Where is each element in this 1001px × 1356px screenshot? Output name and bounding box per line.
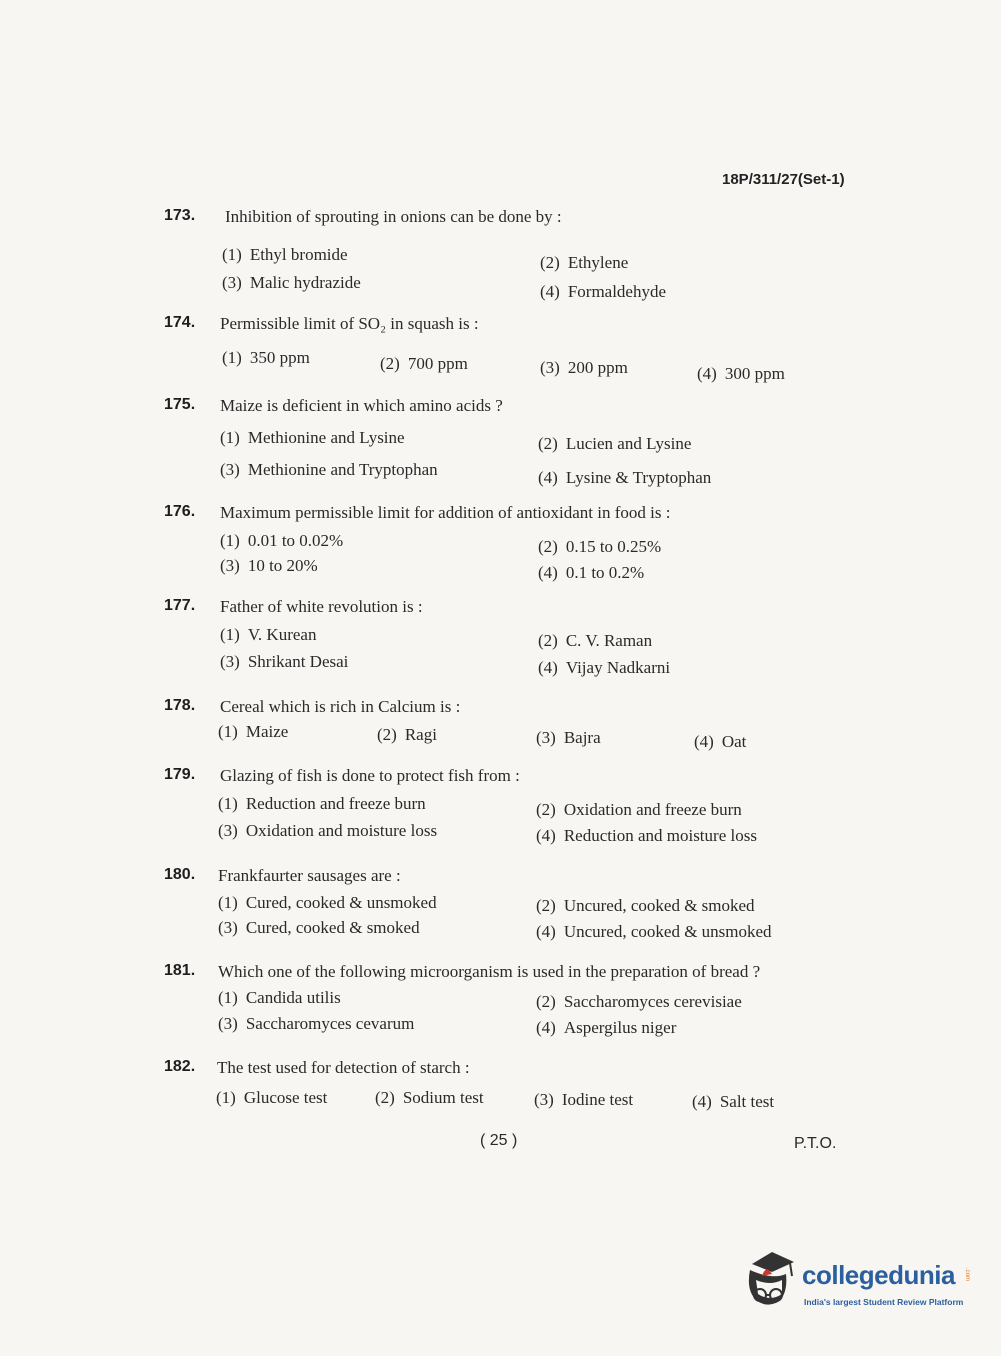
question-number: 180. xyxy=(164,866,196,883)
option-3: (3) Saccharomyces cevarum xyxy=(218,1014,415,1033)
question-text: Maximum permissible limit for addition of antioxidant in food is : xyxy=(220,503,671,522)
question-number: 174. xyxy=(164,314,196,331)
mascot-icon xyxy=(742,1250,802,1312)
option-1: (1) Candida utilis xyxy=(218,988,341,1007)
question-text: Frankfaurter sausages are : xyxy=(218,866,401,885)
question-text: The test used for detection of starch : xyxy=(217,1058,470,1077)
option-3: (3) 200 ppm xyxy=(540,358,628,377)
option-4: (4) Oat xyxy=(694,732,747,751)
option-3: (3) Oxidation and moisture loss xyxy=(218,821,438,840)
option-4: (4) Vijay Nadkarni xyxy=(538,658,671,677)
option-4: (4) 0.1 to 0.2% xyxy=(538,563,645,582)
option-4: (4) Lysine & Tryptophan xyxy=(538,468,712,487)
option-4: (4) Uncured, cooked & unsmoked xyxy=(536,922,772,941)
question-number: 181. xyxy=(164,962,196,979)
question-number: 182. xyxy=(164,1058,196,1075)
question-text: Inhibition of sprouting in onions can be done by : xyxy=(225,207,562,226)
question-number: 177. xyxy=(164,597,196,614)
option-3: (3) Methionine and Tryptophan xyxy=(220,460,438,479)
option-3: (3) 10 to 20% xyxy=(220,556,318,575)
option-2: (2) Saccharomyces cerevisiae xyxy=(536,992,742,1011)
paper-code: 18P/311/27(Set-1) xyxy=(722,171,845,188)
question-text: Maize is deficient in which amino acids ? xyxy=(220,396,503,415)
option-1: (1) V. Kurean xyxy=(220,625,317,644)
question-number: 176. xyxy=(164,503,196,520)
page-number: ( 25 ) xyxy=(480,1132,518,1149)
option-1: (1) 350 ppm xyxy=(222,348,310,367)
question-text: Permissible limit of SO₂ in squash is : xyxy=(220,314,479,333)
question-number: 175. xyxy=(164,396,196,413)
question-text: Glazing of fish is done to protect fish from : xyxy=(220,766,520,785)
option-2: (2) Ragi xyxy=(377,725,437,744)
pto-label: P.T.O. xyxy=(794,1135,837,1152)
option-4: (4) 300 ppm xyxy=(697,364,785,383)
option-4: (4) Aspergilus niger xyxy=(536,1018,677,1037)
question-text: Father of white revolution is : xyxy=(220,597,423,616)
option-3: (3) Malic hydrazide xyxy=(222,273,361,292)
option-1: (1) Glucose test xyxy=(216,1088,328,1107)
option-1: (1) Reduction and freeze burn xyxy=(218,794,426,813)
option-2: (2) C. V. Raman xyxy=(538,631,653,650)
option-3: (3) Cured, cooked & smoked xyxy=(218,918,420,937)
question-text: Cereal which is rich in Calcium is : xyxy=(220,697,461,716)
option-3: (3) Shrikant Desai xyxy=(220,652,349,671)
option-1: (1) 0.01 to 0.02% xyxy=(220,531,344,550)
option-3: (3) Iodine test xyxy=(534,1090,634,1109)
option-4: (4) Reduction and moisture loss xyxy=(536,826,757,845)
question-number: 173. xyxy=(164,207,196,224)
logo-tagline: India's largest Student Review Platform xyxy=(804,1297,964,1307)
option-1: (1) Ethyl bromide xyxy=(222,245,348,264)
option-1: (1) Maize xyxy=(218,722,289,741)
option-4: (4) Salt test xyxy=(692,1092,775,1111)
option-2: (2) Sodium test xyxy=(375,1088,484,1107)
logo-wordmark: collegedunia xyxy=(802,1260,955,1290)
collegedunia-logo xyxy=(742,1250,972,1320)
option-1: (1) Cured, cooked & unsmoked xyxy=(218,893,437,912)
question-number: 179. xyxy=(164,766,196,783)
option-2: (2) Ethylene xyxy=(540,253,629,272)
option-2: (2) 0.15 to 0.25% xyxy=(538,537,662,556)
option-2: (2) 700 ppm xyxy=(380,354,468,373)
option-4: (4) Formaldehyde xyxy=(540,282,667,301)
option-2: (2) Oxidation and freeze burn xyxy=(536,800,742,819)
question-text: Which one of the following microorganism is used in the preparation of bread ? xyxy=(218,962,761,981)
option-3: (3) Bajra xyxy=(536,728,601,747)
option-1: (1) Methionine and Lysine xyxy=(220,428,405,447)
logo-domain-suffix: .com xyxy=(964,1268,970,1282)
option-2: (2) Uncured, cooked & smoked xyxy=(536,896,755,915)
question-number: 178. xyxy=(164,697,196,714)
option-2: (2) Lucien and Lysine xyxy=(538,434,692,453)
